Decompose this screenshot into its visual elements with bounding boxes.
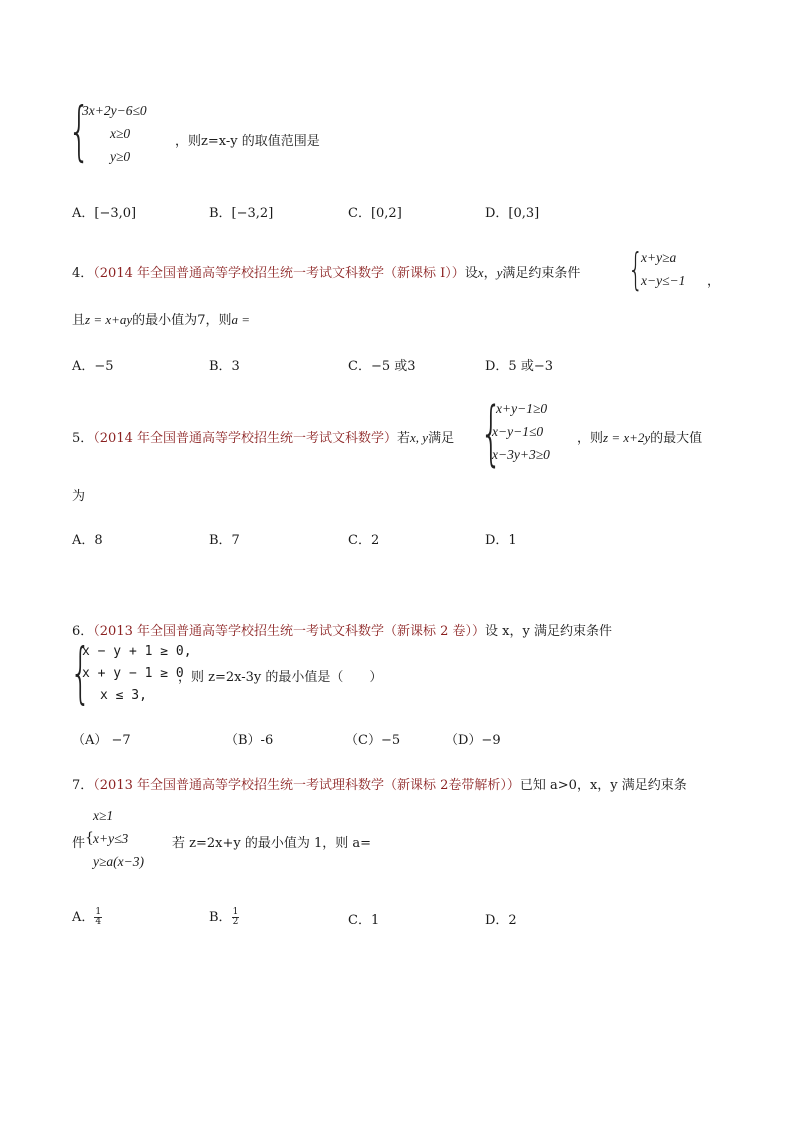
q5-text-post: ，则 xyxy=(577,431,604,446)
q5-number: 5． xyxy=(72,431,94,446)
q5-line-1-tail xyxy=(577,427,702,446)
q4-source: （2014 年全国普通高等学校招生统一考试文科数学（新课标 I）） xyxy=(93,266,465,281)
q7-option-b[interactable] xyxy=(209,906,239,927)
q4-system xyxy=(641,246,685,292)
q7-option-a-numerator: 1 xyxy=(95,907,102,917)
q4-option-b[interactable]: B．3 xyxy=(209,359,240,374)
q6-source: （2013 年全国普通高等学校招生统一考试文科数学（新课标 2 卷）） xyxy=(93,624,486,639)
q4-a-eq: a = xyxy=(231,312,251,327)
q4-number: 4． xyxy=(72,266,94,281)
q6-system xyxy=(82,641,192,707)
q5-option-d[interactable]: D．1 xyxy=(485,533,517,548)
q5-line-1 xyxy=(72,427,454,446)
q7-option-d[interactable]: D．2 xyxy=(485,913,517,928)
q3-option-b[interactable]: B．[−3,2] xyxy=(209,206,274,221)
q7-option-b-denominator: 2 xyxy=(232,917,239,927)
q4-line2-tail: ，则 xyxy=(205,313,232,328)
q3-option-d[interactable]: D．[0,3] xyxy=(485,206,540,221)
q7-text: 已知 a>0，x，y 满足约束条 xyxy=(519,778,687,793)
q7-constraint-2: x+y≤3 xyxy=(93,831,129,846)
q5-vars: x, y xyxy=(410,430,429,445)
q5-constraint-3: x−3y+3≥0 xyxy=(492,447,550,462)
q4-line2-mid: 的最小值为 xyxy=(132,313,198,328)
q6-option-a[interactable]: （A） −7 xyxy=(72,733,131,748)
q7-line-2-pre: 件 xyxy=(72,836,86,851)
q4-option-c[interactable]: C．−5 或3 xyxy=(348,359,416,374)
q5-expression: z = x+2y xyxy=(603,430,651,445)
q5-line-2: 为 xyxy=(72,489,86,504)
q5-constraint-2: x−y−1≤0 xyxy=(492,424,544,439)
q7-option-b-fraction xyxy=(232,908,240,927)
q3-system xyxy=(82,99,147,168)
q5-source: （2014 年全国普通高等学校招生统一考试文科数学） xyxy=(93,431,397,446)
q7-source: （2013 年全国普通高等学校招生统一考试理科数学（新课标 2卷带解析）） xyxy=(93,778,520,793)
q7-constraint-1: x≥1 xyxy=(93,808,114,823)
q6-option-b[interactable]: （B）-6 xyxy=(225,733,274,748)
q6-constraint-1: x − y + 1 ≥ 0, xyxy=(82,644,192,659)
q6-text: 设 x，y 满足约束条件 xyxy=(485,624,612,639)
q7-number: 7． xyxy=(72,778,94,793)
q5-option-c[interactable]: C．2 xyxy=(348,533,380,548)
q7-option-a[interactable] xyxy=(72,906,102,927)
q4-expression: z = x+ay xyxy=(85,312,133,327)
q5-text-pre: 若 xyxy=(397,431,411,446)
q6-line-1 xyxy=(72,620,612,639)
q6-brace: { xyxy=(70,634,91,711)
q7-option-a-denominator: 4 xyxy=(95,917,102,927)
q3-option-a[interactable]: A．[−3,0] xyxy=(72,206,137,221)
q6-option-c[interactable]: （C）−5 xyxy=(345,733,401,748)
q4-constraint-1: x+y≥a xyxy=(641,250,677,265)
q6-option-d[interactable]: （D）−9 xyxy=(445,733,501,748)
q5-constraint-1: x+y−1≥0 xyxy=(496,401,548,416)
q7-system xyxy=(93,804,144,873)
q7-line-1 xyxy=(72,774,687,793)
q3-constraint-3: y≥0 xyxy=(110,149,131,164)
q4-constraint-2: x−y≤−1 xyxy=(641,273,686,288)
q4-var-y: y xyxy=(496,265,503,280)
q5-text-mid: 满足 xyxy=(428,431,455,446)
q5-system xyxy=(492,397,550,466)
q5-brace: { xyxy=(480,392,503,474)
q7-option-c[interactable]: C．1 xyxy=(348,913,380,928)
q4-text-mid: 满足约束条件 xyxy=(502,266,581,281)
q3-brace: { xyxy=(68,95,91,169)
q4-line2-pre: 且 xyxy=(72,313,86,328)
q4-var-x: x xyxy=(477,265,484,280)
q7-option-b-numerator: 1 xyxy=(232,907,239,917)
q7-option-b-label: B． xyxy=(209,910,232,925)
q4-value: 7 xyxy=(197,313,206,328)
q6-constraint-3: x ≤ 3, xyxy=(100,688,147,703)
q3-constraint-1: 3x+2y−6≤0 xyxy=(82,103,147,118)
q5-option-a[interactable]: A．8 xyxy=(72,533,103,548)
q4-option-a[interactable]: A．−5 xyxy=(72,359,114,374)
q4-text-pre: 设 xyxy=(464,266,478,281)
q7-option-a-fraction xyxy=(94,908,102,927)
q6-question-text: ，则 z=2x-3y 的最小值是（ ） xyxy=(178,670,383,685)
q7-question-text: 若 z=2x+y 的最小值为 1，则 a= xyxy=(172,836,372,851)
q4-line-1 xyxy=(72,262,580,281)
q4-brace: { xyxy=(628,244,644,295)
q4-option-d[interactable]: D．5 或−3 xyxy=(485,359,553,374)
q4-after-system: ， xyxy=(707,274,721,289)
q7-constraint-3: y≥a(x−3) xyxy=(93,854,144,869)
q7-option-a-label: A． xyxy=(72,910,95,925)
q6-number: 6． xyxy=(72,624,94,639)
q5-option-b[interactable]: B．7 xyxy=(209,533,240,548)
q6-constraint-2: x + y − 1 ≥ 0 xyxy=(82,666,184,681)
q5-text-tail: 的最大值 xyxy=(650,431,703,446)
q4-comma: ， xyxy=(483,266,497,281)
q4-line-2 xyxy=(72,309,250,328)
q3-question-text: ，则z=x-y 的取值范围是 xyxy=(175,134,320,149)
q3-constraint-2: x≥0 xyxy=(110,126,131,141)
q3-option-c[interactable]: C．[0,2] xyxy=(348,206,402,221)
q7-brace: { xyxy=(85,830,94,846)
